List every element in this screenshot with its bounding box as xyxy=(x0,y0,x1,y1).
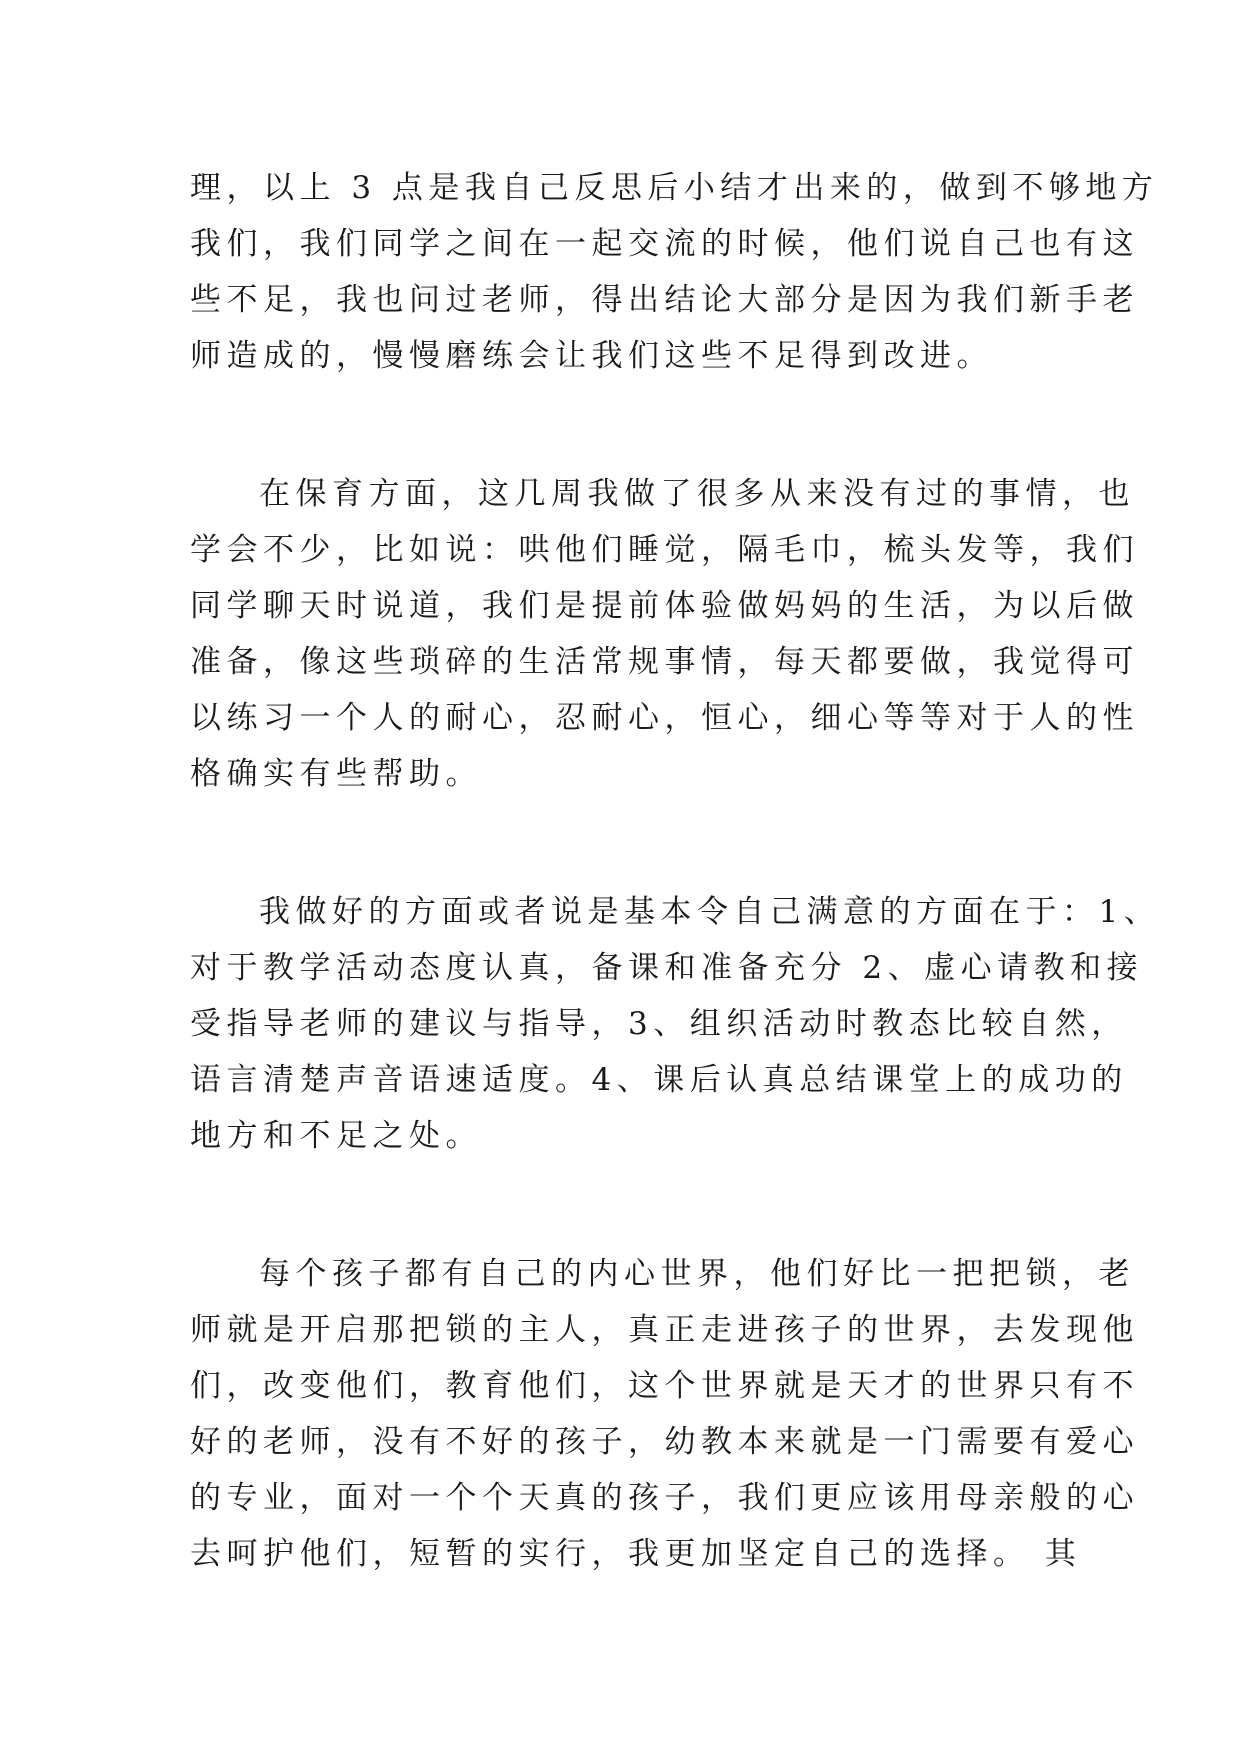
paragraph-3 xyxy=(190,884,1161,1164)
paragraph-line: 好的老师，没有不好的孩子，幼教本来就是一门需要有爱心 xyxy=(190,1424,1139,1460)
paragraph-line: 同学聊天时说道，我们是提前体验做妈妈的生活，为以后做 xyxy=(190,588,1139,624)
paragraph-line: 受指导老师的建议与指导，3、组织活动时教态比较自然， xyxy=(190,1006,1128,1042)
paragraph-line: 些不足，我也问过老师，得出结论大部分是因为我们新手老 xyxy=(190,282,1139,318)
paragraph-line: 在保育方面，这几周我做了很多从来没有过的事情，也 xyxy=(259,476,1135,512)
paragraph-line: 师就是开启那把锁的主人，真正走进孩子的世界，去发现他 xyxy=(190,1312,1139,1348)
paragraph-line: 理，以上 3 点是我自己反思后小结才出来的，做到不够地方 xyxy=(190,170,1159,206)
paragraph-line: 对于教学活动态度认真，备课和准备充分 2、虚心请教和接 xyxy=(190,950,1144,986)
paragraph-line: 语言清楚声音语速适度。4、课后认真总结课堂上的成功的 xyxy=(190,1062,1128,1098)
paragraph-line: 去呵护他们，短暂的实行，我更加坚定自己的选择。 其 xyxy=(190,1536,1082,1572)
document-body xyxy=(190,160,1161,1582)
paragraph-line: 的专业，面对一个个天真的孩子，我们更应该用母亲般的心 xyxy=(190,1480,1139,1516)
paragraph-line: 我做好的方面或者说是基本令自己满意的方面在于：1、 xyxy=(259,894,1161,930)
paragraph-line: 每个孩子都有自己的内心世界，他们好比一把把锁，老 xyxy=(259,1256,1135,1292)
paragraph-line: 以练习一个人的耐心，忍耐心，恒心，细心等等对于人的性 xyxy=(190,700,1139,736)
paragraph-1 xyxy=(190,160,1159,384)
paragraph-line: 师造成的，慢慢磨练会让我们这些不足得到改进。 xyxy=(190,338,993,374)
paragraph-line: 我们，我们同学之间在一起交流的时候，他们说自己也有这 xyxy=(190,226,1139,262)
paragraph-spacer xyxy=(190,384,1070,466)
paragraph-line: 学会不少，比如说：哄他们睡觉，隔毛巾，梳头发等，我们 xyxy=(190,532,1139,568)
paragraph-spacer xyxy=(190,802,1070,884)
paragraph-4 xyxy=(190,1246,1139,1582)
paragraph-line: 格确实有些帮助。 xyxy=(190,756,482,792)
paragraph-line: 准备，像这些琐碎的生活常规事情，每天都要做，我觉得可 xyxy=(190,644,1139,680)
paragraph-line: 们，改变他们，教育他们，这个世界就是天才的世界只有不 xyxy=(190,1368,1139,1404)
paragraph-2 xyxy=(190,466,1139,802)
paragraph-spacer xyxy=(190,1164,1070,1246)
paragraph-line: 地方和不足之处。 xyxy=(190,1118,482,1154)
